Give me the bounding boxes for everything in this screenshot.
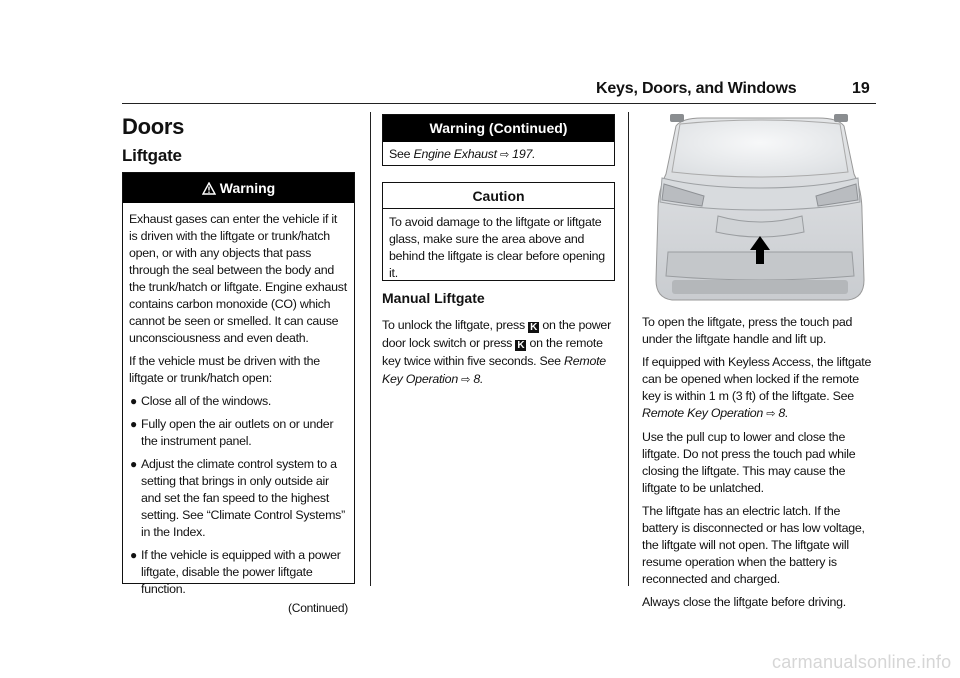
- warning-continued-body: See Engine Exhaust ⇨ 197.: [389, 147, 536, 161]
- caution-text: To avoid damage to the liftgate or liftgate glass, make sure the area above and behind the liftgate is clear before opening it.: [389, 215, 605, 280]
- bullet-dot-icon: ●: [130, 548, 137, 562]
- caution-header: Caution: [383, 183, 614, 209]
- caution-box: [382, 182, 615, 281]
- warning-continued-header: Warning (Continued): [383, 115, 614, 142]
- paragraph: Use the pull cup to lower and close the liftgate. Do not press the touch pad while closing the liftgate. This may cause the liftgate to be unlatched.: [642, 430, 856, 495]
- xref-link[interactable]: Engine Exhaust: [413, 147, 497, 161]
- list-item: ● Adjust the climate control system to a setting that brings in only outside air and set the fan speed to the highest setting. See “Climate Control Systems” in the Index.: [130, 457, 345, 539]
- xref-link[interactable]: Remote Key Operation: [642, 406, 764, 420]
- bullet-dot-icon: ●: [130, 417, 137, 431]
- watermark: carmanualsonline.info: [772, 652, 952, 672]
- warning-label: Warning: [219, 180, 276, 196]
- list-item: ● Fully open the air outlets on or under the instrument panel.: [130, 417, 334, 448]
- column-divider: [628, 112, 629, 586]
- paragraph: To open the liftgate, press the touch pad under the liftgate handle and lift up.: [642, 315, 853, 346]
- warning-triangle-icon: [202, 175, 216, 205]
- warning-box: [122, 172, 355, 615]
- warning-paragraph: If the vehicle must be driven with the liftgate or trunk/hatch open:: [129, 354, 320, 385]
- section-title: Doors: [122, 114, 185, 139]
- manual-liftgate-text: To unlock the liftgate, press K on the power door lock switch or press K on the remote key twice within five seconds. See Remote Key Operation ⇨ 8.: [382, 318, 611, 386]
- paragraph: The liftgate has an electric latch. If the battery is disconnected or has low voltage, the liftgate will not open. The liftgate will resume operation when the battery is reconnected and charged.: [642, 504, 865, 586]
- paragraph: If equipped with Keyless Access, the liftgate can be opened when locked if the remote key is within 1 m (3 ft) of the liftgate. See Remote Key Operation ⇨ 8.: [642, 355, 872, 420]
- xref-arrow-icon: ⇨: [500, 149, 509, 161]
- liftgate-illustration: [642, 112, 876, 308]
- list-item: ● Close all of the windows.: [130, 394, 272, 408]
- warning-continued-box: [382, 114, 615, 166]
- xref-page[interactable]: 8.: [778, 406, 789, 420]
- xref-arrow-icon: ⇨: [766, 408, 776, 420]
- xref-arrow-icon: ⇨: [461, 374, 471, 386]
- xref-page[interactable]: 8.: [473, 372, 484, 386]
- bullet-dot-icon: ●: [130, 394, 137, 408]
- vehicle-rear-image: [642, 112, 876, 308]
- liftgate-instructions: [642, 314, 876, 617]
- warning-bullet-list: [129, 393, 348, 598]
- lock-key-icon: K: [515, 340, 526, 351]
- warning-paragraph: Exhaust gases can enter the vehicle if it is driven with the liftgate or trunk/hatch open, or with any objects that pass through the seal between the body and the trunk/hatch or liftgate. Engine exhaust contains carbon monoxide (CO) which cannot be seen or smelled. It can cause unconsciousness and even death.: [129, 212, 347, 345]
- page-number: 19: [852, 80, 870, 97]
- warning-body: [123, 203, 354, 621]
- lock-key-icon: K: [528, 322, 539, 333]
- paragraph: Always close the liftgate before driving.: [642, 595, 846, 609]
- bullet-dot-icon: ●: [130, 457, 137, 471]
- running-header-title: Keys, Doors, and Windows: [596, 80, 797, 97]
- list-item: ● If the vehicle is equipped with a power liftgate, disable the power liftgate function.: [130, 548, 341, 596]
- warning-header: [123, 173, 354, 203]
- column-divider: [370, 112, 371, 586]
- xref-link[interactable]: Remote Key Operation: [382, 354, 606, 386]
- manual-liftgate-heading: Manual Liftgate: [382, 290, 485, 306]
- header-rule: [122, 103, 876, 104]
- subsection-title: Liftgate: [122, 146, 182, 165]
- continued-label: (Continued): [288, 601, 348, 615]
- xref-page[interactable]: 197.: [512, 147, 536, 161]
